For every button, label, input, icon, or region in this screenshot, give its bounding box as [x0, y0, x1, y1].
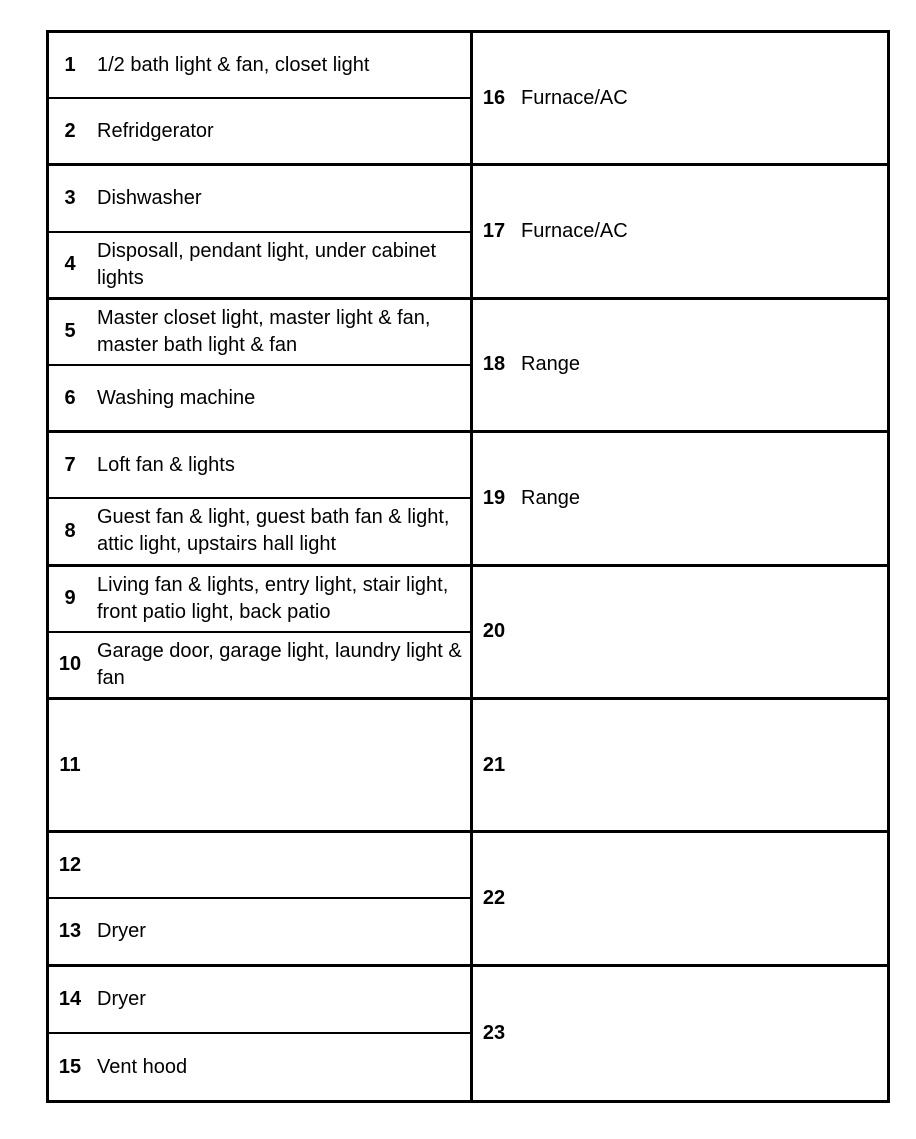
circuit-description: Master closet light, master light & fan, master bath light & fan: [97, 306, 431, 356]
left-circuit-cells: [49, 967, 473, 1100]
circuit-row: [473, 833, 887, 963]
circuit-row: [49, 633, 470, 697]
right-circuit-cell: [473, 166, 887, 296]
circuit-number: 7: [64, 453, 76, 476]
circuit-description: Living fan & lights, entry light, stair light, front patio light, back patio: [97, 573, 449, 623]
circuit-group: [49, 433, 887, 566]
right-circuit-cell: [473, 433, 887, 563]
circuit-number: 16: [482, 86, 506, 109]
circuit-row: [473, 300, 887, 430]
circuit-description: Washing machine: [97, 386, 256, 409]
circuit-number: 10: [58, 653, 82, 676]
circuit-number: 1: [64, 53, 76, 76]
right-circuit-cell: [473, 833, 887, 963]
left-circuit-cells: [49, 33, 473, 163]
circuit-row: [473, 967, 887, 1100]
circuit-description: Disposall, pendant light, under cabinet lights: [97, 239, 437, 289]
circuit-row: [49, 33, 470, 99]
circuit-row: [49, 366, 470, 430]
circuit-group: [49, 567, 887, 700]
right-circuit-cell: [473, 967, 887, 1100]
circuit-row: [49, 833, 470, 899]
circuit-number: 9: [64, 587, 76, 610]
circuit-row: [473, 166, 887, 296]
circuit-description: Furnace/AC: [521, 220, 628, 243]
circuit-number: 3: [64, 186, 76, 209]
right-circuit-cell: [473, 33, 887, 163]
circuit-description: Dishwasher: [97, 186, 202, 209]
circuit-row: [49, 433, 470, 499]
circuit-group: [49, 700, 887, 833]
circuit-description: Furnace/AC: [521, 86, 628, 109]
circuit-number: 20: [482, 620, 506, 643]
circuit-number: 21: [482, 753, 506, 776]
circuit-description: Garage door, garage light, laundry light & fan: [97, 639, 462, 689]
circuit-row: [49, 1034, 470, 1100]
circuit-number: 2: [64, 119, 76, 142]
circuit-description: Dryer: [97, 987, 146, 1010]
circuit-number: 6: [64, 386, 76, 409]
circuit-row: [49, 99, 470, 163]
circuit-row: [49, 700, 470, 830]
circuit-description: Guest fan & light, guest bath fan & light, attic light, upstairs hall light: [97, 506, 450, 556]
circuit-description: Dryer: [97, 920, 146, 943]
circuit-group: [49, 166, 887, 299]
circuit-description: Refridgerator: [97, 119, 214, 142]
circuit-row: [49, 899, 470, 963]
circuit-group: [49, 33, 887, 166]
circuit-number: 11: [59, 753, 81, 776]
circuit-number: 23: [482, 1021, 506, 1044]
circuit-group: [49, 300, 887, 433]
circuit-row: [49, 300, 470, 366]
circuit-number: 8: [64, 519, 76, 542]
circuit-row: [49, 499, 470, 563]
circuit-row: [473, 33, 887, 163]
left-circuit-cells: [49, 300, 473, 430]
circuit-number: 17: [482, 220, 506, 243]
circuit-row: [473, 700, 887, 830]
circuit-description: 1/2 bath light & fan, closet light: [97, 53, 370, 76]
circuit-description: Loft fan & lights: [97, 453, 235, 476]
circuit-group: [49, 967, 887, 1100]
circuit-number: 19: [482, 486, 506, 509]
circuit-description: Range: [521, 486, 580, 509]
circuit-number: 4: [64, 253, 76, 276]
circuit-row: [49, 233, 470, 297]
circuit-row: [49, 567, 470, 633]
left-circuit-cells: [49, 700, 473, 830]
circuit-number: 22: [482, 886, 506, 909]
circuit-row: [473, 567, 887, 697]
circuit-number: 18: [482, 353, 506, 376]
left-circuit-cells: [49, 567, 473, 697]
left-circuit-cells: [49, 166, 473, 296]
right-circuit-cell: [473, 700, 887, 830]
circuit-group: [49, 833, 887, 966]
circuit-table: [46, 30, 890, 1103]
left-circuit-cells: [49, 833, 473, 963]
left-circuit-cells: [49, 433, 473, 563]
circuit-number: 12: [58, 853, 82, 876]
circuit-description: Vent hood: [97, 1055, 188, 1078]
circuit-number: 14: [58, 987, 82, 1010]
right-circuit-cell: [473, 567, 887, 697]
circuit-number: 5: [64, 320, 76, 343]
circuit-row: [49, 166, 470, 232]
circuit-description: Range: [521, 353, 580, 376]
circuit-row: [49, 967, 470, 1035]
circuit-row: [473, 433, 887, 563]
circuit-number: 13: [58, 920, 82, 943]
circuit-number: 15: [58, 1055, 82, 1078]
right-circuit-cell: [473, 300, 887, 430]
